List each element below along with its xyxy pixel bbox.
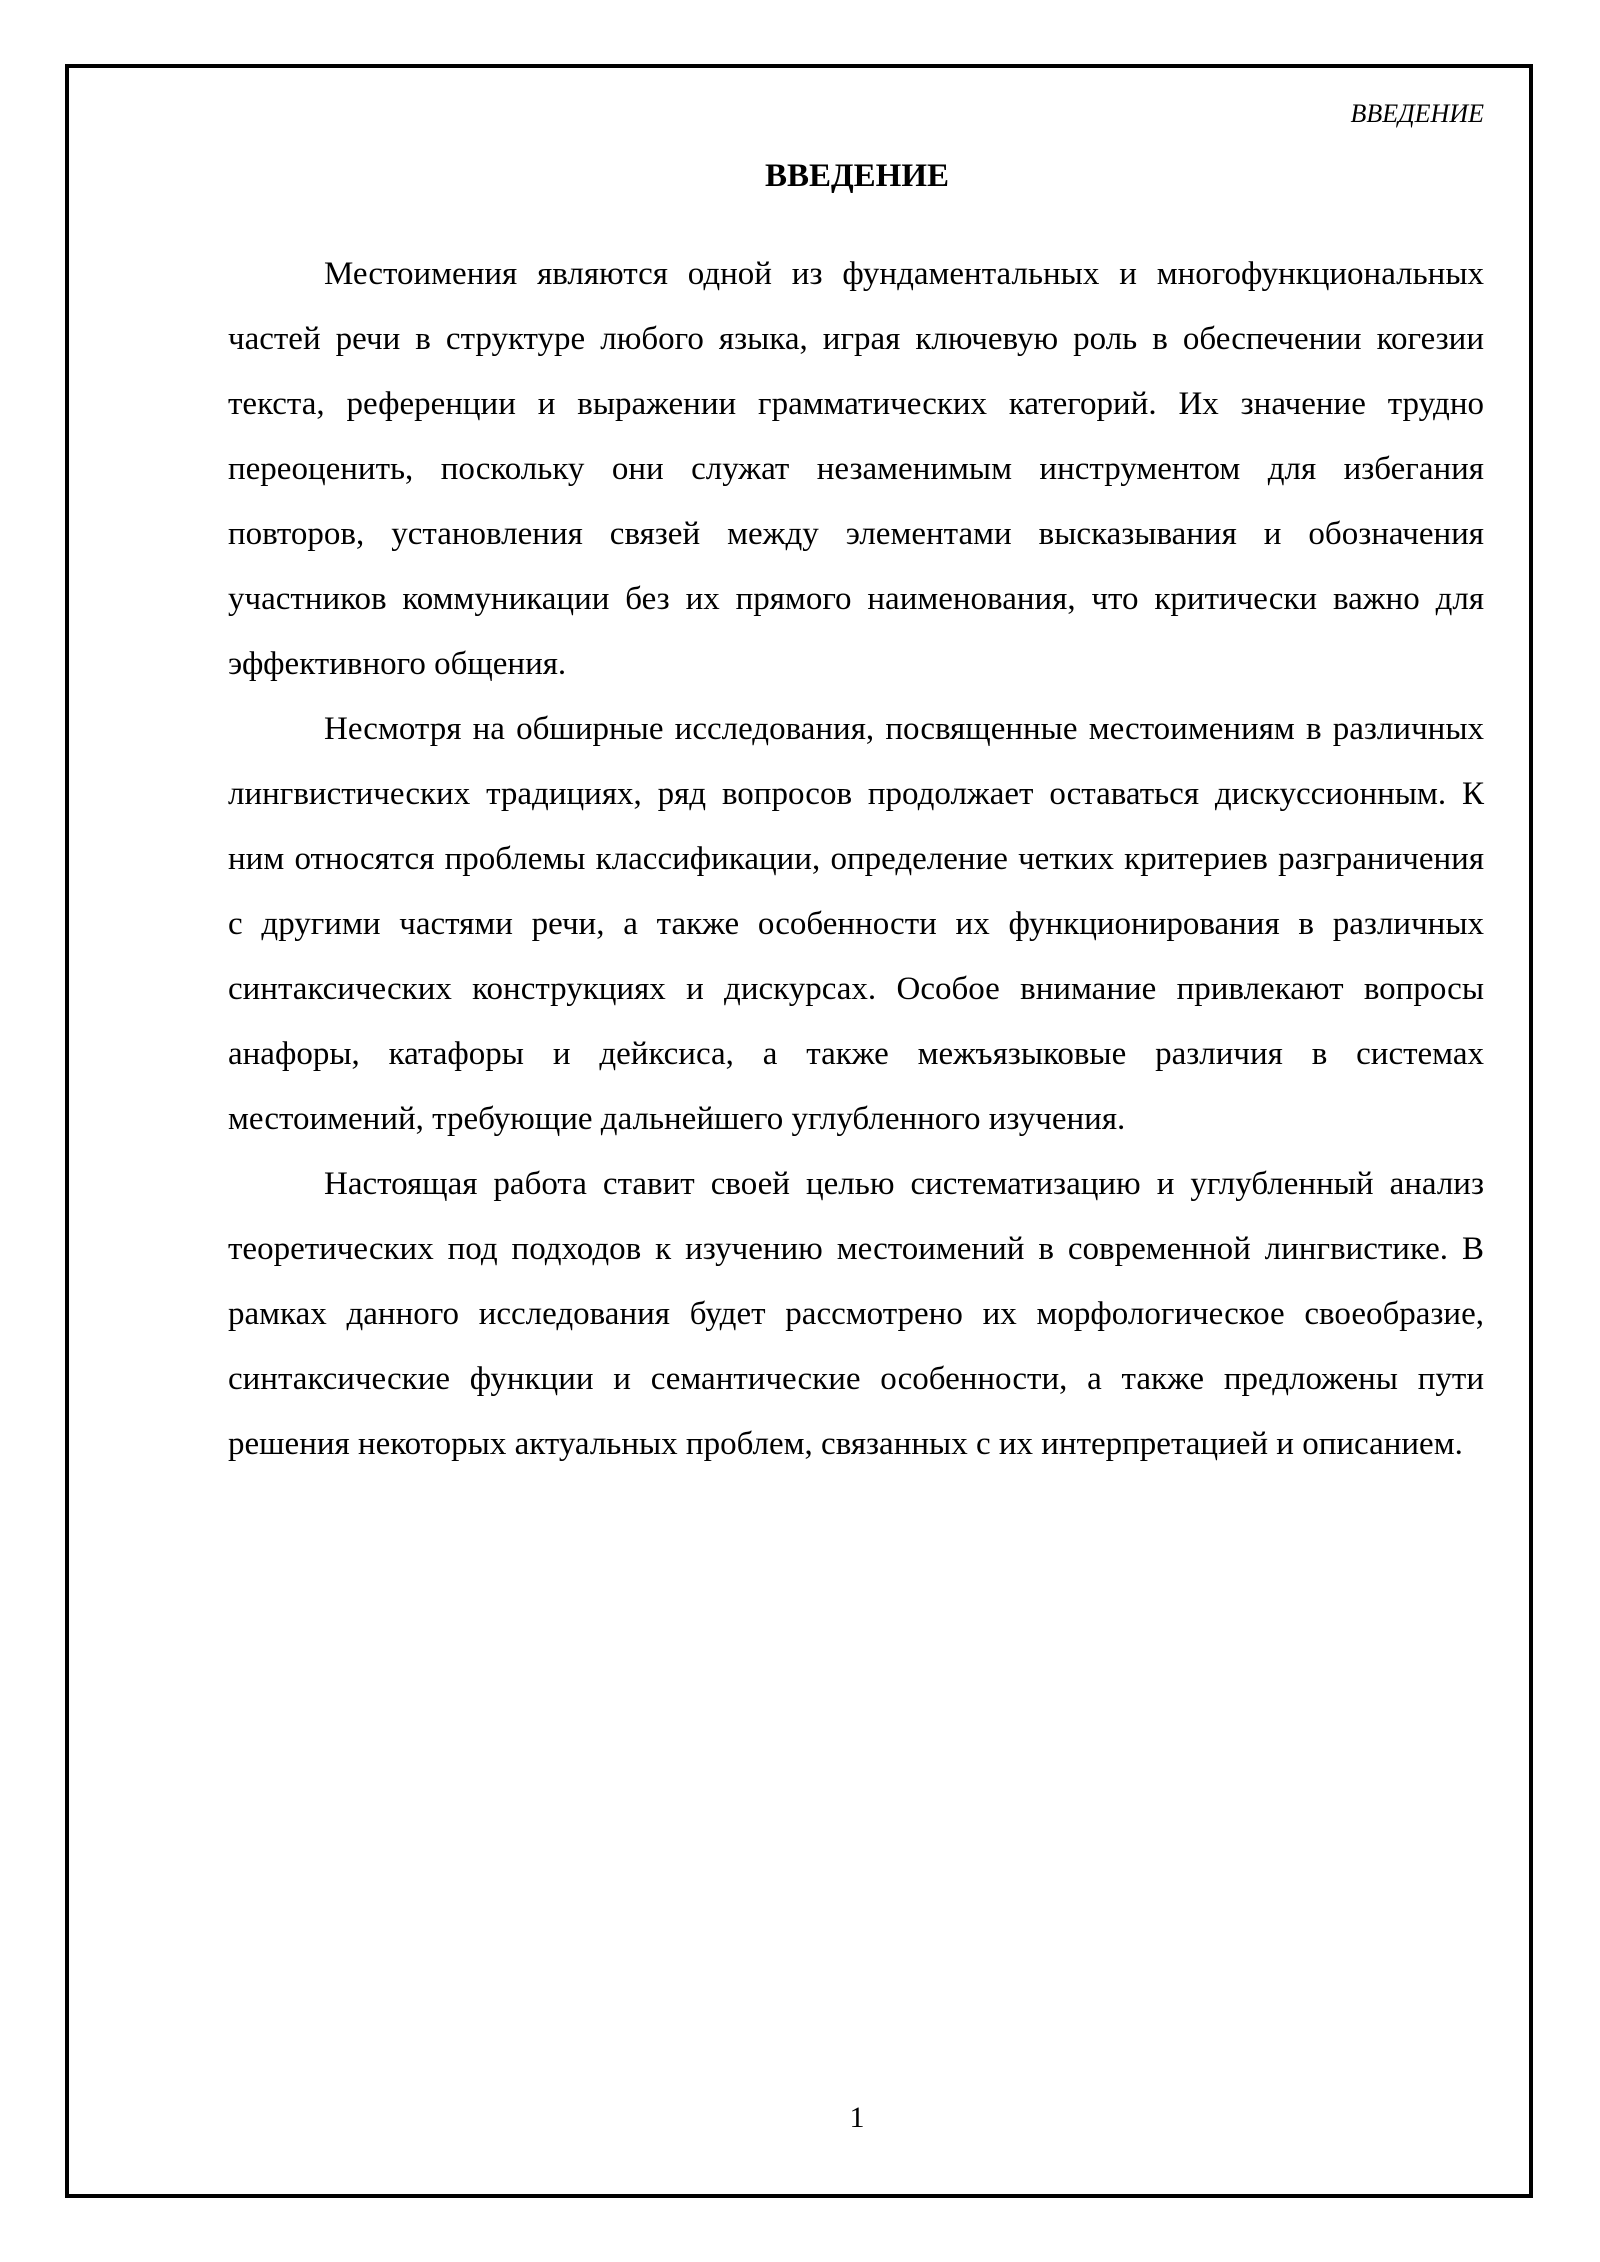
body-text <box>228 242 1484 1477</box>
paragraph-1: Местоимения являются одной из фундаментальных и многофункциональных частей речи в структуре любого языка, играя ключевую роль в обеспечении когезии текста, референции и выражении грамматических категорий. Их значение трудно переоценить, поскольку они служат незаменимым инструментом для избегания повторов, установления связей между элементами высказывания и обозначения участников коммуникации без их прямого наименования, что критически важно для эффективного общения. <box>228 256 1484 682</box>
page-title: ВВЕДЕНИЕ <box>764 158 950 194</box>
running-header: ВВЕДЕНИЕ <box>1350 99 1484 128</box>
paragraph-2: Несмотря на обширные исследования, посвященные местоимениям в различных лингвистических традициях, ряд вопросов продолжает оставаться дискуссионным. К ним относятся проблемы классификации, определение четких критериев разграничения с другими частями речи, а также особенности их функционирования в различных синтаксических конструкциях и дискурсах. Особое внимание привлекают вопросы анафоры, катафоры и дейксиса, а также межъязыковые различия в системах местоимений, требующие дальнейшего углубленного изучения. <box>228 711 1484 1137</box>
paragraph-3: Настоящая работа ставит своей целью систематизацию и углубленный анализ теоретических под подходов к изучению местоимений в современной лингвистике. В рамках данного исследования будет рассмотрено их морфологическое своеобразие, синтаксические функции и семантические особенности, а также предложены пути решения некоторых актуальных проблем, связанных с их интерпретацией и описанием. <box>228 1166 1484 1462</box>
page-number: 1 <box>849 2101 865 2134</box>
